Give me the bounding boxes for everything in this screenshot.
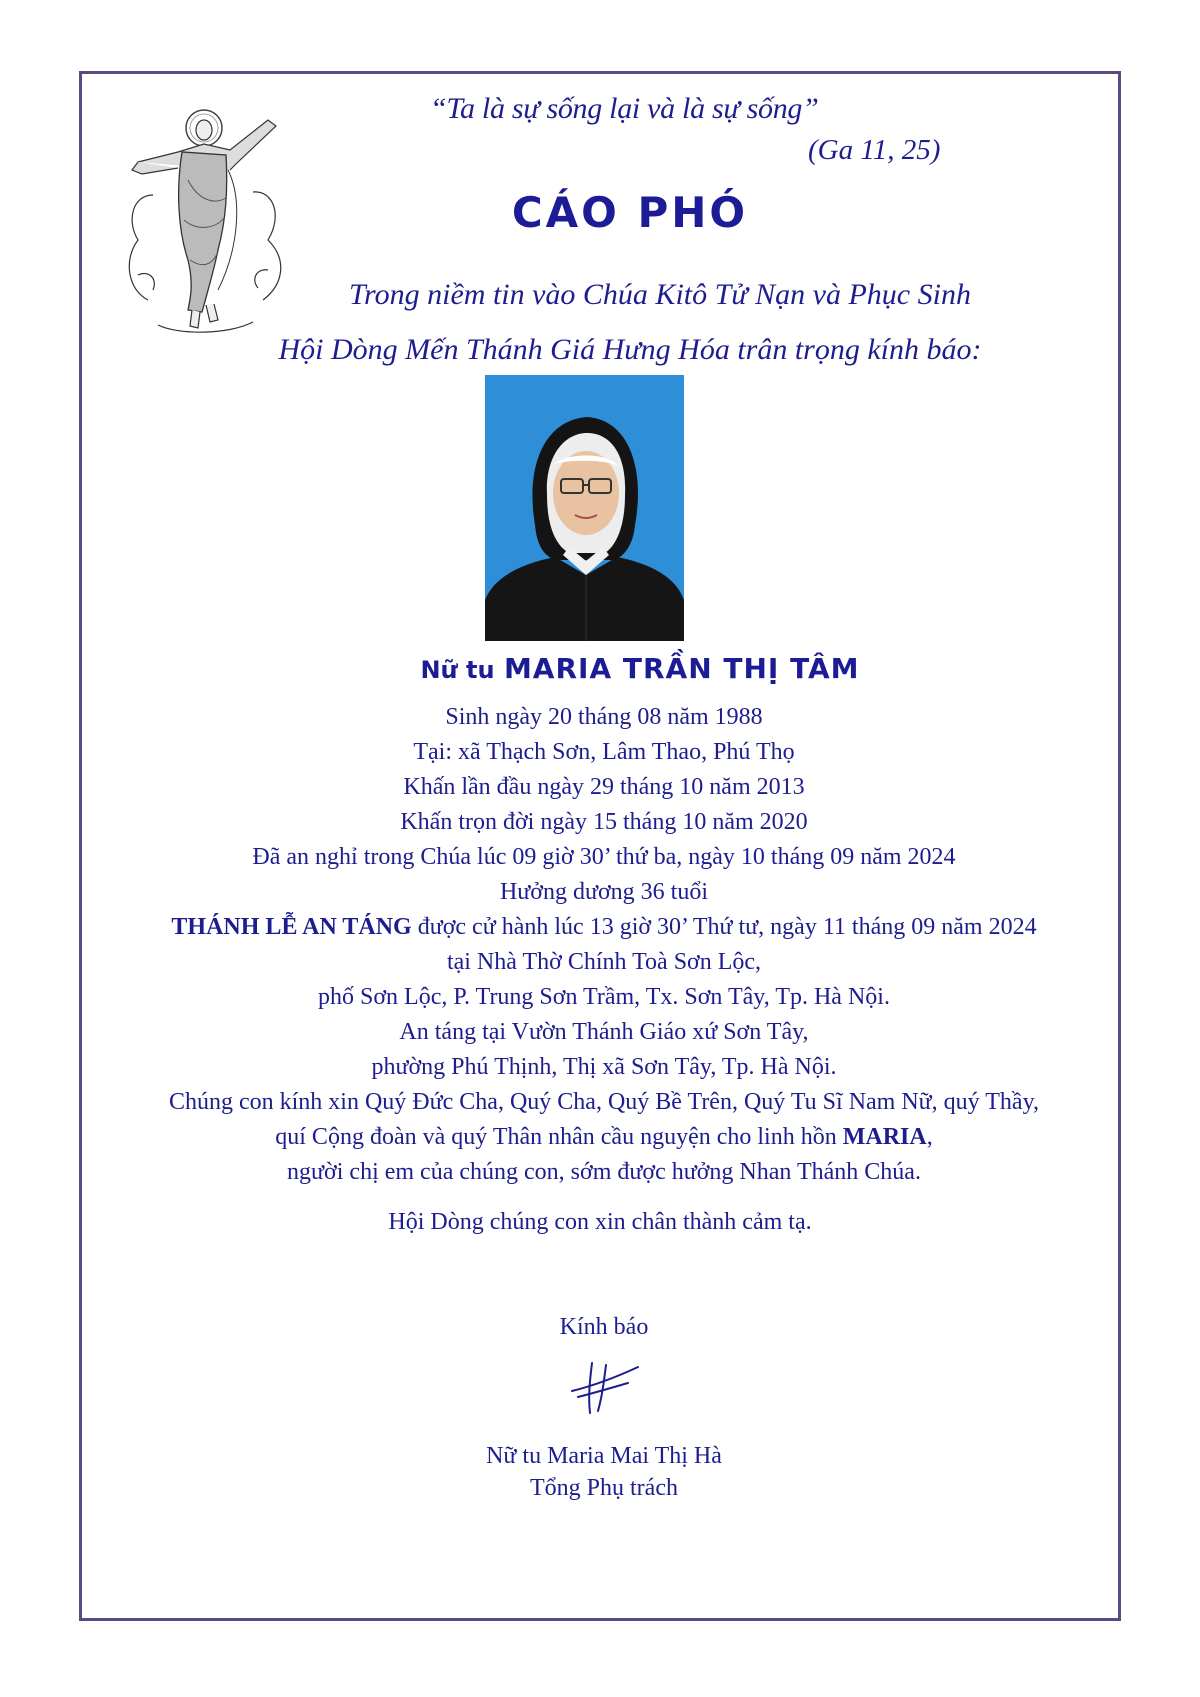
- request-name: MARIA: [842, 1124, 927, 1150]
- signer-block: [0, 1440, 1200, 1504]
- final-vows-line: Khấn trọn đời ngày 15 tháng 10 năm 2020: [400, 809, 808, 835]
- first-vows-line: Khấn lần đầu ngày 29 tháng 10 năm 2013: [403, 774, 805, 800]
- scripture-reference: (Ga 11, 25): [808, 134, 941, 166]
- birthplace-line: Tại: xã Thạch Sơn, Lâm Thao, Phú Thọ: [413, 739, 795, 765]
- intro-line-2: Hội Dòng Mến Thánh Giá Hưng Hóa trân trọng kính báo:: [278, 333, 982, 366]
- signer-title: Tổng Phụ trách: [530, 1475, 678, 1501]
- deceased-fullname: MARIA TRẦN THỊ TÂM: [503, 652, 860, 685]
- request-comma: ,: [926, 1124, 933, 1150]
- burial-address-line: phường Phú Thịnh, Thị xã Sơn Tây, Tp. Hà Nội.: [371, 1054, 837, 1080]
- death-line: Đã an nghỉ trong Chúa lúc 09 giờ 30’ thứ ba, ngày 10 tháng 09 năm 2024: [252, 844, 956, 870]
- church-line: tại Nhà Thờ Chính Toà Sơn Lộc,: [446, 949, 762, 975]
- funeral-text: được cử hành lúc 13 giờ 30’ Thứ tư, ngày 11 tháng 09 năm 2024: [411, 914, 1037, 940]
- deceased-prefix: Nữ tu: [420, 656, 495, 684]
- kinh-bao: Kính báo: [559, 1314, 649, 1340]
- portrait-photo: [485, 375, 684, 641]
- birth-line: Sinh ngày 20 tháng 08 năm 1988: [445, 704, 763, 730]
- signer-name: Nữ tu Maria Mai Thị Hà: [486, 1443, 722, 1469]
- deceased-name: [0, 652, 1200, 685]
- burial-line: An táng tại Vườn Thánh Giáo xứ Sơn Tây,: [399, 1019, 809, 1045]
- request-line-1: Chúng con kính xin Quý Đức Cha, Quý Cha, Quý Bề Trên, Quý Tu Sĩ Nam Nữ, quý Thầy,: [168, 1089, 1040, 1115]
- funeral-label: THÁNH LỄ AN TÁNG: [171, 914, 412, 940]
- funeral-line: [4, 910, 1200, 945]
- church-address-line: phố Sơn Lộc, P. Trung Sơn Trầm, Tx. Sơn Tây, Tp. Hà Nội.: [318, 984, 890, 1010]
- obituary-details: [0, 700, 1200, 1190]
- page-title: CÁO PHÓ: [511, 188, 749, 237]
- request-text: quí Cộng đoàn và quý Thân nhân cầu nguyện cho linh hồn: [275, 1124, 843, 1150]
- scripture-quote: “Ta là sự sống lại và là sự sống”: [430, 92, 819, 125]
- signature: [568, 1357, 646, 1417]
- intro-line-1: Trong niềm tin vào Chúa Kitô Tử Nạn và Phục Sinh: [349, 278, 971, 311]
- thanks-line: Hội Dòng chúng con xin chân thành cảm tạ.: [388, 1209, 812, 1235]
- request-line-3: người chị em của chúng con, sớm được hưởng Nhan Thánh Chúa.: [287, 1159, 921, 1185]
- request-line-2: [4, 1120, 1200, 1155]
- age-line: Hưởng dương 36 tuổi: [499, 879, 709, 905]
